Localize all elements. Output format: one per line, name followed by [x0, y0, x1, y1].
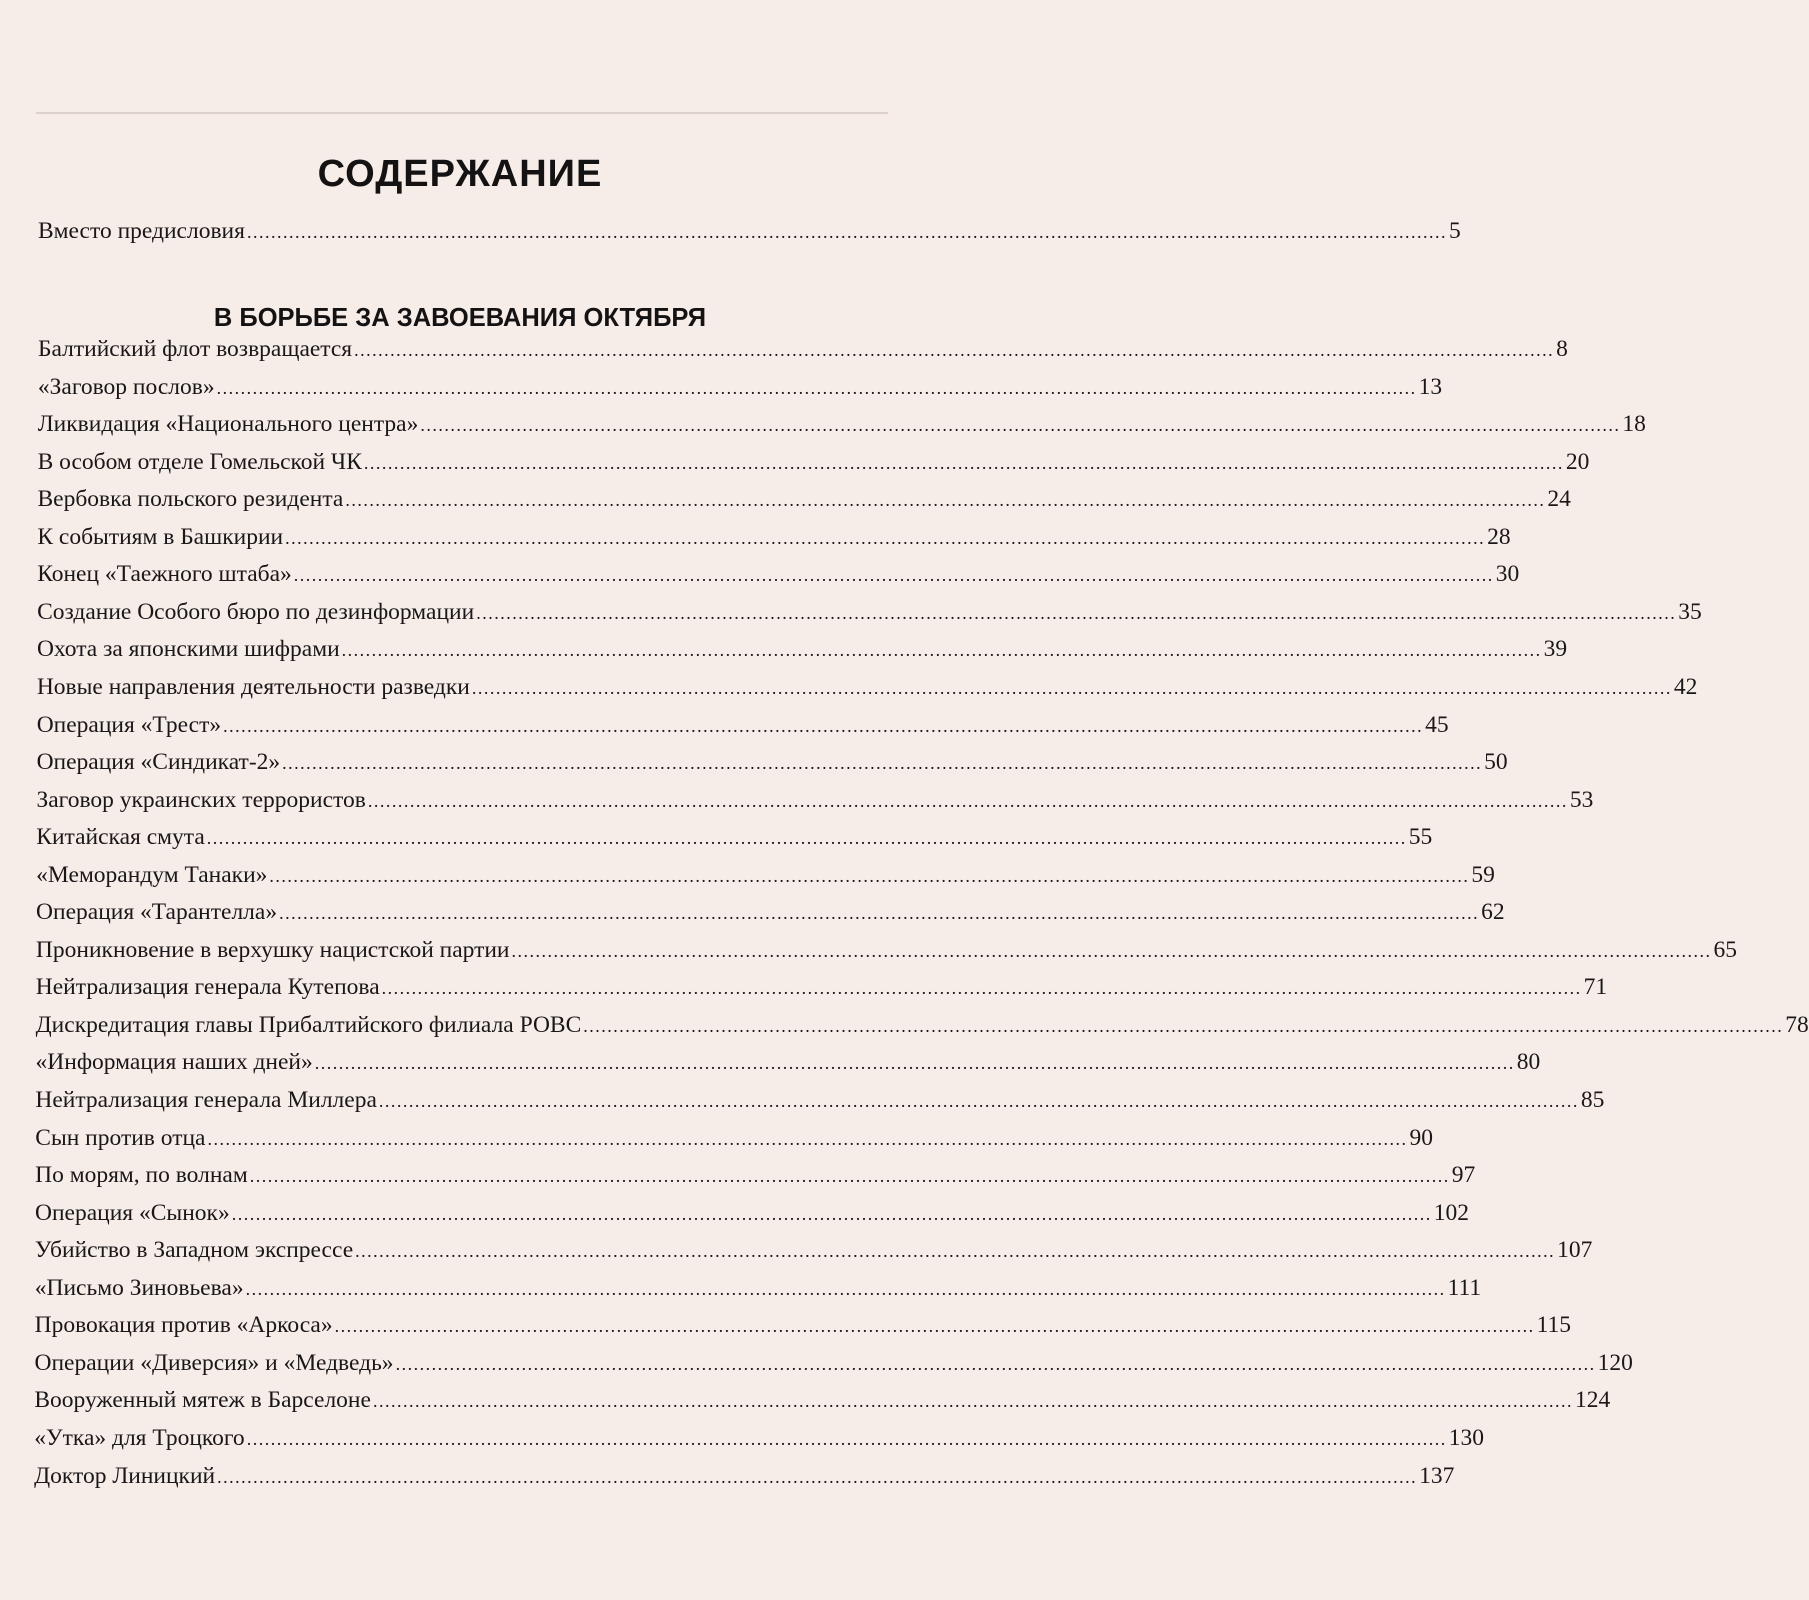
leader-dots: ........................................................................................................................................................................................................: [245, 1278, 1446, 1299]
leader-dots: ........................................................................................................................................................................................................: [378, 1091, 1579, 1111]
leader-dots: ........................................................................................................................................................................................................: [217, 1466, 1418, 1487]
toc-entry: [35, 936, 1738, 969]
toc-entry: [34, 1462, 1455, 1495]
toc-entry-label: Создание Особого бюро по дезинформации: [37, 598, 475, 625]
toc-entry-label: Нейтрализация генерала Кутепова: [35, 974, 380, 1001]
toc-entry-label: Нейтрализация генерала Миллера: [35, 1087, 377, 1113]
leader-dots: ........................................................................................................................................................................................................: [285, 527, 1486, 548]
leader-dots: ........................................................................................................................................................................................................: [206, 828, 1407, 849]
toc-entry: [34, 1237, 1593, 1269]
toc-entry: [36, 711, 1449, 744]
toc-entry: [37, 598, 1702, 631]
toc-entry: [37, 373, 1443, 406]
leader-dots: ........................................................................................................................................................................................................: [355, 1241, 1556, 1262]
toc-entry-label: Операция «Сынок»: [35, 1199, 230, 1226]
toc-entry-label: Вербовка польского резидента: [37, 486, 344, 513]
toc-entry: [36, 636, 1568, 668]
toc-entry-page: 55: [1408, 824, 1433, 851]
leader-dots: ........................................................................................................................................................................................................: [367, 790, 1568, 811]
toc-entry-preface: [38, 218, 1461, 250]
leader-dots: ........................................................................................................................................................................................................: [395, 1353, 1596, 1374]
toc-entry-page: 85: [1580, 1087, 1605, 1113]
leader-dots: ........................................................................................................................................................................................................: [354, 340, 1555, 360]
toc-entry-page: 62: [1481, 899, 1505, 926]
toc-entry-page: 42: [1673, 673, 1698, 700]
toc-entry-label: Новые направления деятельности разведки: [36, 673, 470, 700]
toc-entry-page: 59: [1471, 861, 1495, 888]
toc-entry-label: «Заговор послов»: [37, 373, 215, 400]
toc-entry: [37, 411, 1646, 443]
toc-entry-label: «Утка» для Троцкого: [34, 1424, 245, 1451]
toc-entry-label: Сын против отца: [35, 1124, 206, 1151]
toc-entry-page: 65: [1713, 936, 1738, 963]
leader-dots: ........................................................................................................................................................................................................: [249, 1166, 1450, 1187]
leader-dots: ........................................................................................................................................................................................................: [231, 1203, 1432, 1224]
leader-dots: ........................................................................................................................................................................................................: [334, 1316, 1535, 1337]
toc-entry: [34, 1312, 1571, 1344]
leader-dots: ........................................................................................................................................................................................................: [246, 222, 1447, 242]
toc-entry: [36, 861, 1495, 894]
leader-dots: ........................................................................................................................................................................................................: [269, 865, 1470, 886]
toc-entry-label: «Информация наших дней»: [35, 1049, 313, 1076]
toc-entry: [36, 899, 1505, 931]
toc-entry-label: Ликвидация «Национального центра»: [37, 411, 419, 438]
toc-entry: [35, 1049, 1541, 1081]
toc-entry: [35, 1162, 1476, 1194]
toc-entry-page: 13: [1418, 373, 1443, 400]
leader-dots: ........................................................................................................................................................................................................: [207, 1128, 1408, 1149]
toc-entry: [37, 448, 1590, 481]
toc-entry-page: 137: [1419, 1462, 1455, 1489]
toc-entry-label: Вместо предисловия: [38, 218, 245, 244]
toc-entry-page: 80: [1516, 1049, 1541, 1076]
leader-dots: ........................................................................................................................................................................................................: [223, 715, 1424, 736]
toc-entry-label: Охота за японскими шифрами: [36, 636, 340, 663]
toc-entry: [34, 1387, 1611, 1419]
toc-entry-page: 115: [1536, 1312, 1571, 1339]
toc-entry-page: 24: [1547, 486, 1571, 513]
toc-entry-label: «Меморандум Танаки»: [36, 861, 268, 888]
toc-entry-label: Провокация против «Аркоса»: [34, 1312, 333, 1339]
toc-entry-label: Балтийский флот возвращается: [38, 336, 353, 362]
section-title: В БОРЬБЕ ЗА ЗАВОЕВАНИЯ ОКТЯБРЯ: [213, 304, 707, 333]
toc-entry-label: Операции «Диверсия» и «Медведь»: [34, 1349, 394, 1376]
bleed-through-rule: [36, 112, 888, 114]
toc-entry: [37, 561, 1520, 593]
leader-dots: ........................................................................................................................................................................................................: [345, 490, 1546, 511]
toc-entry-page: 111: [1447, 1274, 1482, 1301]
toc-entry-label: Вооруженный мятеж в Барселоне: [34, 1387, 371, 1414]
toc-entry: [35, 1124, 1433, 1157]
toc-entry: [36, 749, 1508, 781]
toc-entry: [36, 824, 1433, 856]
toc-entry: [34, 1349, 1633, 1382]
toc-entry-page: 90: [1409, 1124, 1433, 1151]
toc-entry: [35, 974, 1608, 1006]
toc-entry-page: 39: [1543, 636, 1568, 663]
toc-entry-label: Убийство в Западном экспрессе: [34, 1237, 354, 1264]
leader-dots: ........................................................................................................................................................................................................: [341, 640, 1542, 661]
toc-entry: [34, 1424, 1484, 1457]
toc-entry-page: 107: [1557, 1237, 1593, 1264]
toc-entry-page: 8: [1556, 336, 1568, 362]
leader-dots: ........................................................................................................................................................................................................: [381, 978, 1582, 999]
leader-dots: ........................................................................................................................................................................................................: [282, 753, 1483, 774]
toc-entry: [38, 336, 1568, 368]
toc-entry-page: 102: [1433, 1199, 1469, 1226]
toc-entry-label: Китайская смута: [36, 824, 205, 851]
toc-entry: [34, 1274, 1482, 1307]
toc-entry-label: Проникновение в верхушку нацистской партии: [35, 936, 510, 963]
leader-dots: ........................................................................................................................................................................................................: [476, 602, 1677, 623]
leader-dots: ........................................................................................................................................................................................................: [246, 1428, 1447, 1449]
toc-entry-label: Конец «Таежного штаба»: [37, 561, 292, 588]
leader-dots: ........................................................................................................................................................................................................: [279, 903, 1480, 924]
toc-entry-page: 35: [1678, 598, 1702, 625]
leader-dots: ........................................................................................................................................................................................................: [314, 1053, 1515, 1074]
toc-entry-label: По морям, по волнам: [35, 1162, 248, 1189]
toc-entry-page: 120: [1597, 1349, 1633, 1376]
toc-entry-page: 30: [1495, 561, 1520, 588]
toc-entry-label: К событиям в Башкирии: [37, 523, 284, 550]
toc-entry-label: Операция «Трест»: [36, 711, 222, 738]
leader-dots: ........................................................................................................................................................................................................: [372, 1391, 1573, 1412]
leader-dots: ........................................................................................................................................................................................................: [471, 677, 1672, 698]
toc-entry-page: 130: [1448, 1424, 1484, 1451]
toc-entry-page: 28: [1487, 523, 1511, 550]
toc-entry-label: В особом отделе Гомельской ЧК: [37, 448, 362, 475]
toc-entry-page: 78: [1785, 1011, 1809, 1038]
toc-entry-page: 71: [1583, 974, 1608, 1001]
toc-entry-page: 53: [1569, 786, 1594, 813]
toc-entry-label: Доктор Линицкий: [34, 1462, 216, 1489]
toc-entry: [35, 1011, 1809, 1044]
toc-entry-label: Дискредитация главы Прибалтийского филиала РОВС: [35, 1011, 582, 1038]
toc-entry-label: Операция «Синдикат-2»: [36, 749, 281, 776]
leader-dots: ........................................................................................................................................................................................................: [293, 565, 1494, 586]
toc-entry: [36, 786, 1594, 819]
leader-dots: ........................................................................................................................................................................................................: [511, 940, 1712, 961]
toc-entry-page: 18: [1622, 411, 1646, 438]
toc-entry-label: «Письмо Зиновьева»: [34, 1274, 244, 1301]
page-title: СОДЕРЖАНИЕ: [317, 153, 603, 196]
toc-entry-page: 5: [1448, 218, 1461, 244]
toc-entry-page: 20: [1565, 448, 1590, 475]
toc-entry-label: Заговор украинских террористов: [36, 786, 366, 813]
toc-entry-page: 50: [1484, 749, 1508, 776]
toc-entry: [35, 1087, 1605, 1119]
leader-dots: ........................................................................................................................................................................................................: [363, 452, 1564, 473]
toc-entry: [37, 486, 1571, 518]
leader-dots: ........................................................................................................................................................................................................: [583, 1015, 1784, 1036]
toc-entry-page: 97: [1451, 1162, 1476, 1189]
leader-dots: ........................................................................................................................................................................................................: [216, 377, 1417, 398]
toc-entry: [36, 673, 1698, 706]
leader-dots: ........................................................................................................................................................................................................: [420, 415, 1621, 436]
toc-entry-page: 124: [1574, 1387, 1611, 1414]
toc-entry: [37, 523, 1511, 556]
toc-entry-label: Операция «Тарантелла»: [36, 899, 278, 926]
toc-entry: [35, 1199, 1469, 1232]
toc-entry-page: 45: [1425, 711, 1449, 738]
